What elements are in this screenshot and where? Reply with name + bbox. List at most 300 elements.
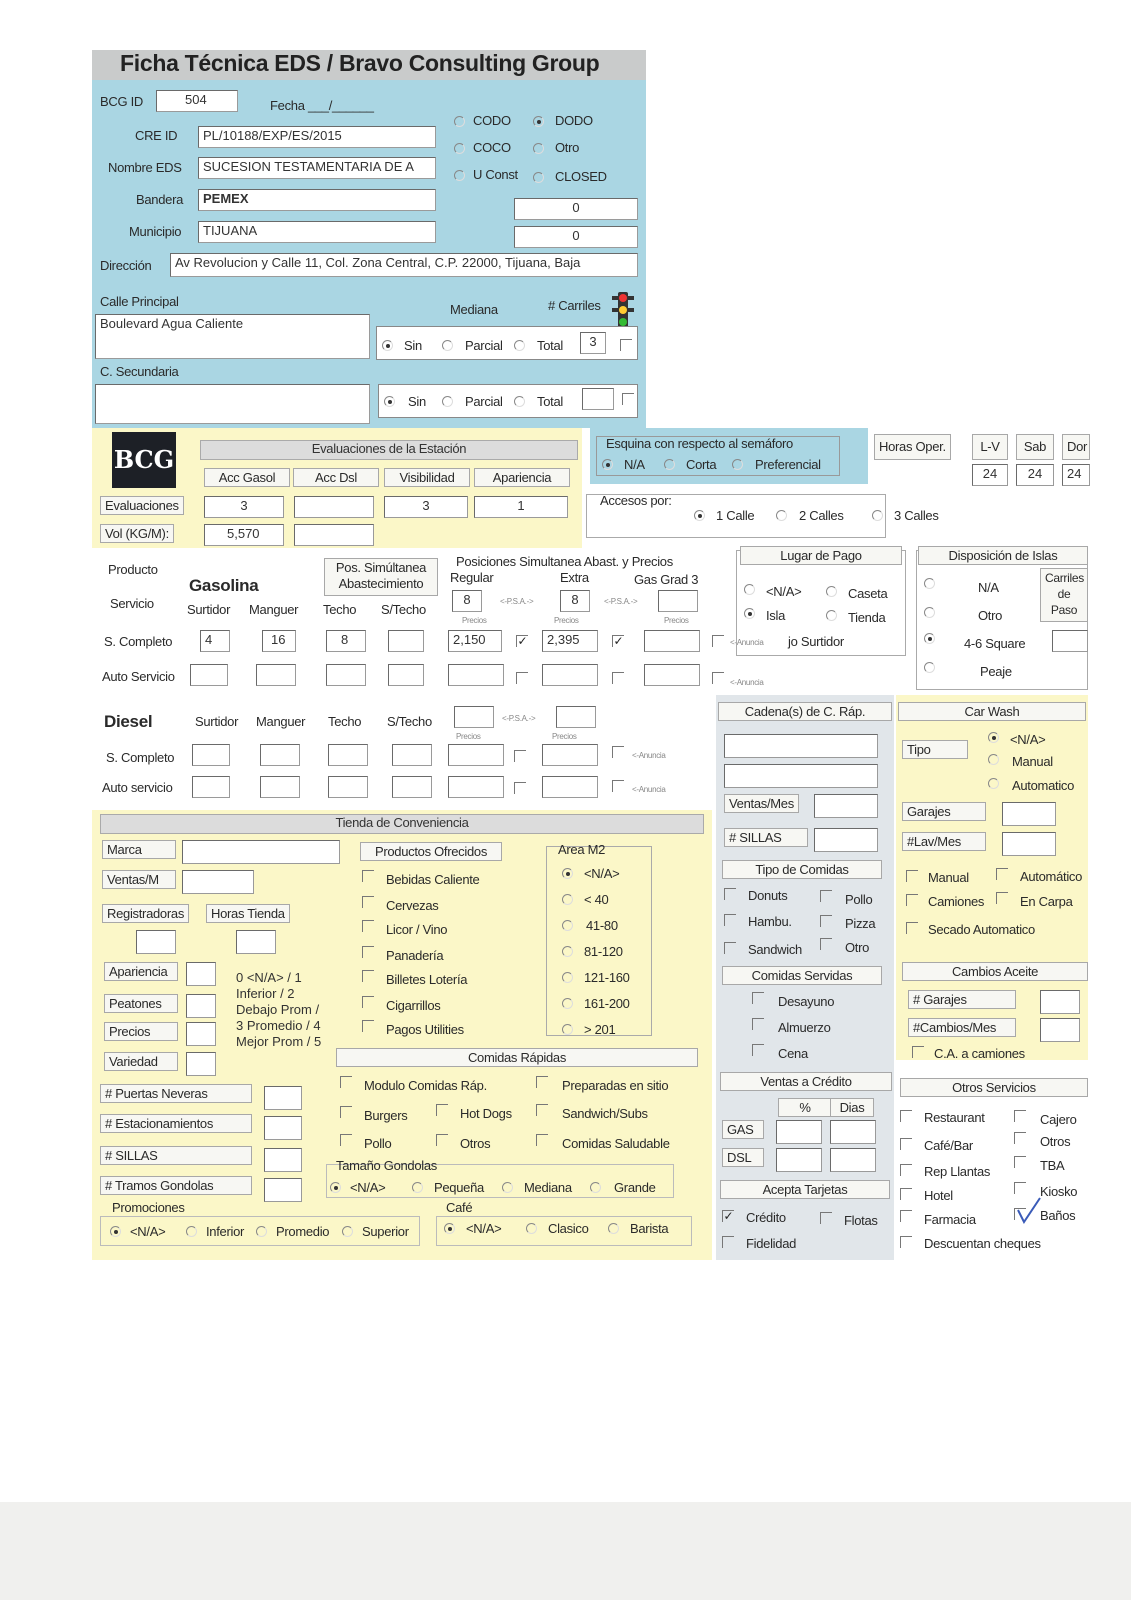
diesel-stecho-label: S/Techo <box>387 714 432 729</box>
gondolas-mediana-label: Mediana <box>524 1180 572 1195</box>
area-na-radio[interactable] <box>562 868 573 879</box>
otros-title: Otros Servicios <box>900 1078 1088 1097</box>
gondolas-na-radio[interactable] <box>330 1182 341 1193</box>
horas-tienda-label: Horas Tienda <box>206 904 290 923</box>
gondolas-mediana-radio[interactable] <box>502 1182 513 1193</box>
carwash-camiones-checkbox[interactable] <box>906 894 918 906</box>
promo-inferior-radio[interactable] <box>186 1226 197 1237</box>
cajero-checkbox[interactable] <box>1014 1110 1026 1122</box>
sin-label-2: Sin <box>408 394 426 409</box>
municipio-label: Municipio <box>129 224 182 239</box>
promo-inferior-label: Inferior <box>206 1224 245 1239</box>
cheques-checkbox[interactable] <box>900 1236 912 1248</box>
grad3-psa-field[interactable] <box>658 590 698 612</box>
parcial-radio-1[interactable] <box>442 340 453 351</box>
sc-regular-price[interactable]: 2,150 <box>448 630 502 652</box>
carwash-garajes-field[interactable] <box>1002 802 1056 826</box>
saludable-checkbox[interactable] <box>536 1134 548 1146</box>
total-radio-1[interactable] <box>514 340 525 351</box>
diesel-sc-label: S. Completo <box>106 750 175 765</box>
puertas-label: # Puertas Neveras <box>100 1084 252 1103</box>
cervezas-label: Cervezas <box>386 898 439 913</box>
diesel-sc-anuncia-2[interactable] <box>612 746 624 758</box>
diesel-as-techo[interactable] <box>328 776 368 798</box>
otros-rapidas-checkbox[interactable] <box>436 1134 448 1146</box>
carwash-automatico-label: Automático <box>1020 869 1083 884</box>
credito-gas-pct[interactable] <box>776 1120 822 1144</box>
cre-id-field[interactable]: PL/10188/EXP/ES/2015 <box>198 126 436 148</box>
aceite-ca-label: C.A. a camiones <box>934 1046 1025 1061</box>
pago-na-radio[interactable] <box>744 584 755 595</box>
cafe-title: Café <box>446 1200 473 1215</box>
area-160-radio[interactable] <box>562 972 573 983</box>
diesel-as-label: Auto servicio <box>102 780 173 795</box>
carriles-checkbox-2[interactable] <box>622 393 634 405</box>
cheques-label: Descuentan cheques <box>924 1236 1041 1251</box>
tba-checkbox[interactable] <box>1014 1156 1026 1168</box>
lv-label: L-V <box>972 434 1008 460</box>
tipo-comidas-title: Tipo de Comidas <box>722 860 882 879</box>
pago-title: Lugar de Pago <box>740 546 902 565</box>
producto-label: Producto <box>108 562 158 577</box>
diesel-as-anuncia-1[interactable] <box>514 782 526 794</box>
tramos-label: # Tramos Gondolas <box>100 1176 252 1195</box>
sc-surtidor-field[interactable]: 4 <box>200 630 230 652</box>
accesos-3-radio[interactable] <box>872 510 883 521</box>
cena-checkbox[interactable] <box>752 1044 764 1056</box>
cafe-na-label: <N/A> <box>466 1221 502 1236</box>
cervezas-checkbox[interactable] <box>362 896 374 908</box>
cafe-clasico-radio[interactable] <box>526 1223 537 1234</box>
carwash-na-radio[interactable] <box>988 732 999 743</box>
restaurant-checkbox[interactable] <box>900 1110 912 1122</box>
parcial-radio-2[interactable] <box>442 396 453 407</box>
variedad-field[interactable] <box>186 1052 216 1076</box>
diesel-sc-stecho[interactable] <box>392 744 432 766</box>
diesel-sc-anuncia-1[interactable] <box>514 750 526 762</box>
precios-label-2: Precios <box>554 616 579 625</box>
credito-gas-dias[interactable] <box>830 1120 876 1144</box>
regular-psa-field[interactable]: 8 <box>452 590 482 612</box>
extra-psa-field[interactable]: 8 <box>560 590 590 612</box>
saludable-label: Comidas Saludable <box>562 1136 670 1151</box>
as-extra-price[interactable] <box>542 664 598 686</box>
cadena-title: Cadena(s) de C. Ráp. <box>718 702 892 721</box>
anuncia-label-3: <-Anuncia <box>632 751 666 760</box>
tba-label: TBA <box>1040 1158 1065 1173</box>
marca-field[interactable] <box>182 840 340 864</box>
gondolas-grande-radio[interactable] <box>590 1182 601 1193</box>
as-techo-field[interactable] <box>326 664 366 686</box>
modulo-label: Modulo Comidas Ráp. <box>364 1078 487 1093</box>
sc-techo-field[interactable]: 8 <box>326 630 366 652</box>
sin-radio-1[interactable] <box>382 340 393 351</box>
bebidas-label: Bebidas Caliente <box>386 872 480 887</box>
peatones-label: Peatones <box>104 994 178 1013</box>
diesel-precios-2: Precios <box>552 732 577 741</box>
hambu-checkbox[interactable] <box>724 914 736 926</box>
rapidas-title: Comidas Rápidas <box>336 1048 698 1067</box>
pagos-checkbox[interactable] <box>362 1020 374 1032</box>
aceite-garajes-field[interactable] <box>1040 990 1080 1014</box>
almuerzo-label: Almuerzo <box>778 1020 831 1035</box>
rating-scale-legend: 0 <N/A> / 1 Inferior / 2 Debajo Prom / 3 Promedio / 4 Mejor Prom / 5 <box>236 970 322 1049</box>
kiosko-checkbox[interactable] <box>1014 1182 1026 1194</box>
farmacia-label: Farmacia <box>924 1212 976 1227</box>
coco-radio[interactable] <box>454 143 465 154</box>
coco-label: COCO <box>473 140 511 155</box>
scan-bottom-edge <box>0 1502 1131 1600</box>
diesel-psa-field-1[interactable] <box>454 706 494 728</box>
nombre-field[interactable]: SUCESION TESTAMENTARIA DE A <box>198 157 436 179</box>
calle-secundaria-field[interactable] <box>95 384 370 424</box>
billetes-checkbox[interactable] <box>362 970 374 982</box>
carwash-auto-radio[interactable] <box>988 778 999 789</box>
secado-checkbox[interactable] <box>906 922 918 934</box>
aceite-cambios-field[interactable] <box>1040 1018 1080 1042</box>
diesel-techo-label: Techo <box>328 714 362 729</box>
sandwich-subs-label: Sandwich/Subs <box>562 1106 648 1121</box>
promo-superior-radio[interactable] <box>342 1226 353 1237</box>
area-120-radio[interactable] <box>562 946 573 957</box>
desayuno-checkbox[interactable] <box>752 992 764 1004</box>
preparadas-checkbox[interactable] <box>536 1076 548 1088</box>
stecho-label: S/Techo <box>381 602 426 617</box>
uconst-radio[interactable] <box>454 170 465 181</box>
cafebar-label: Café/Bar <box>924 1138 973 1153</box>
acc-gasol-header: Acc Gasol <box>204 468 290 487</box>
diesel-precios-1: Precios <box>456 732 481 741</box>
bandera-field[interactable]: PEMEX <box>198 189 436 211</box>
vol-field[interactable]: 5,570 <box>204 524 284 546</box>
esquina-corta-label: Corta <box>686 457 717 472</box>
closed-radio[interactable] <box>533 172 544 183</box>
area-80-radio[interactable] <box>562 920 573 931</box>
aceite-title: Cambios Aceite <box>902 962 1088 981</box>
servicio-label: Servicio <box>110 596 154 611</box>
horas-tienda-field[interactable] <box>236 930 276 954</box>
zero-field-1[interactable]: 0 <box>514 198 638 220</box>
credito-pct-header: % <box>778 1098 832 1117</box>
burgers-checkbox[interactable] <box>340 1106 352 1118</box>
gondolas-pequena-radio[interactable] <box>412 1182 423 1193</box>
sin-label-1: Sin <box>404 338 422 353</box>
area-201-label: > 201 <box>584 1022 616 1037</box>
tienda-title: Tienda de Conveniencia <box>100 814 704 834</box>
apariencia-label: Apariencia <box>104 962 178 981</box>
as-stecho-field[interactable] <box>388 664 424 686</box>
promo-superior-label: Superior <box>362 1224 409 1239</box>
apariencia-field-t[interactable] <box>186 962 216 986</box>
hotdogs-checkbox[interactable] <box>436 1104 448 1116</box>
restaurant-label: Restaurant <box>924 1110 985 1125</box>
calle-principal-label: Calle Principal <box>100 294 179 309</box>
total-radio-2[interactable] <box>514 396 525 407</box>
islas-na-radio[interactable] <box>924 578 935 589</box>
dom-hours-field[interactable]: 24 <box>1062 464 1090 486</box>
farmacia-checkbox[interactable] <box>900 1210 912 1222</box>
surtidor-label: Surtidor <box>187 602 231 617</box>
sc-manguer-field[interactable]: 16 <box>262 630 296 652</box>
promo-promedio-label: Promedio <box>276 1224 330 1239</box>
llantas-label: Rep Llantas <box>924 1164 991 1179</box>
diesel-manguer-label: Manguer <box>256 714 306 729</box>
area-201-radio[interactable] <box>562 1024 573 1035</box>
direccion-label: Dirección <box>100 258 152 273</box>
traffic-light-icon <box>612 292 634 328</box>
sc-grad3-anuncia-checkbox[interactable] <box>712 635 724 647</box>
gondolas-grande-label: Grande <box>614 1180 656 1195</box>
credito-checkbox[interactable]: ✓ <box>723 1209 734 1223</box>
islas-peaje-radio[interactable] <box>924 662 935 673</box>
carwash-manual-checkbox[interactable] <box>906 870 918 882</box>
as-regular-price[interactable] <box>448 664 504 686</box>
carriles-field[interactable]: 3 <box>580 332 606 354</box>
aceite-ca-checkbox[interactable] <box>912 1046 924 1058</box>
pollo-rapidas-label: Pollo <box>364 1136 392 1151</box>
islas-square-label: 4-6 Square <box>964 636 1026 651</box>
estac-label: # Estacionamientos <box>100 1114 252 1133</box>
as-grad3-price[interactable] <box>644 664 700 686</box>
cadena-sillas-label: # SILLAS <box>724 828 808 847</box>
accesos-1-radio[interactable] <box>694 510 705 521</box>
cadena-field-2[interactable] <box>724 764 878 788</box>
almuerzo-checkbox[interactable] <box>752 1018 764 1030</box>
hotel-checkbox[interactable] <box>900 1188 912 1200</box>
apariencia-header: Apariencia <box>474 468 570 487</box>
flotas-checkbox[interactable] <box>820 1212 832 1224</box>
as-surtidor-field[interactable] <box>190 664 228 686</box>
diesel-sc-manguer[interactable] <box>260 744 300 766</box>
hotel-label: Hotel <box>924 1188 953 1203</box>
lv-hours-field[interactable]: 24 <box>972 464 1008 486</box>
aceite-garajes-label: # Garajes <box>908 990 1016 1009</box>
cafebar-checkbox[interactable] <box>900 1138 912 1150</box>
diesel-as-price-1[interactable] <box>448 776 504 798</box>
accesos-label: Accesos por: <box>600 493 672 508</box>
pago-frame <box>736 550 906 656</box>
banos-label: Baños <box>1040 1208 1076 1223</box>
calle-secundaria-label: C. Secundaria <box>100 364 179 379</box>
diesel-sc-surtidor[interactable] <box>192 744 230 766</box>
evaluaciones-label: Evaluaciones <box>100 496 184 515</box>
total-label-2: Total <box>537 394 563 409</box>
diesel-sc-techo[interactable] <box>328 744 368 766</box>
dodo-radio[interactable] <box>533 116 544 127</box>
esquina-corta-radio[interactable] <box>664 459 675 470</box>
apariencia-field[interactable]: 1 <box>474 496 568 518</box>
pos-sim-header: Pos. Simúltanea Abastecimiento <box>324 558 438 596</box>
marca-label: Marca <box>102 840 176 859</box>
carriles-checkbox[interactable] <box>620 339 632 351</box>
total-label-1: Total <box>537 338 563 353</box>
diesel-as-manguer[interactable] <box>260 776 300 798</box>
municipio-field[interactable]: TIJUANA <box>198 221 436 243</box>
estac-field[interactable] <box>264 1116 302 1140</box>
bebidas-checkbox[interactable] <box>362 870 374 882</box>
diesel-sc-price-2[interactable] <box>542 744 598 766</box>
islas-square-radio[interactable] <box>924 633 935 644</box>
promo-promedio-radio[interactable] <box>256 1226 267 1237</box>
otros-checkbox[interactable] <box>1014 1132 1026 1144</box>
panaderia-label: Panadería <box>386 948 444 963</box>
bcg-id-field[interactable]: 504 <box>156 90 238 112</box>
carwash-garajes-label: Garajes <box>902 802 986 821</box>
sandwich-subs-checkbox[interactable] <box>536 1104 548 1116</box>
as-extra-anuncia-checkbox[interactable] <box>612 672 624 684</box>
sc-stecho-field[interactable] <box>388 630 424 652</box>
cigarrillos-checkbox[interactable] <box>362 996 374 1008</box>
cafe-na-radio[interactable] <box>444 1223 455 1234</box>
bcg-logo: BCG <box>112 432 176 488</box>
ventas-m-label: Ventas/M <box>102 870 176 889</box>
bandera-label: Bandera <box>136 192 184 207</box>
diesel-as-anuncia-2[interactable] <box>612 780 624 792</box>
islas-carriles-label: Carriles de Paso <box>1040 568 1088 622</box>
sc-extra-price[interactable]: 2,395 <box>542 630 598 652</box>
bcg-id-label: BCG ID <box>100 94 143 109</box>
diesel-psa-field-2[interactable] <box>556 706 596 728</box>
pizza-checkbox[interactable] <box>820 915 832 927</box>
as-manguer-field[interactable] <box>256 664 296 686</box>
diesel-label: Diesel <box>104 712 153 731</box>
carwash-manual-label: Manual <box>1012 754 1053 769</box>
pollo-rapidas-checkbox[interactable] <box>340 1134 352 1146</box>
acc-gasol-field[interactable]: 3 <box>204 496 284 518</box>
carwash-camiones-label: Camiones <box>928 894 985 909</box>
donuts-checkbox[interactable] <box>724 888 736 900</box>
promo-na-radio[interactable] <box>110 1226 121 1237</box>
pago-tienda-radio[interactable] <box>826 610 837 621</box>
precios-field[interactable] <box>186 1022 216 1046</box>
credito-dsl-pct[interactable] <box>776 1148 822 1172</box>
sc-extra-anuncia-checkbox[interactable]: ✓ <box>613 634 624 648</box>
otro-label: Otro <box>555 140 580 155</box>
carriles-field-2[interactable] <box>582 388 614 410</box>
billetes-label: Billetes Lotería <box>386 972 468 987</box>
licor-label: Licor / Vino <box>386 922 448 937</box>
credito-label: Crédito <box>746 1210 786 1225</box>
gondolas-title: Tamaño Gondolas <box>336 1158 438 1173</box>
diesel-as-price-2[interactable] <box>542 776 598 798</box>
as-grad3-anuncia-checkbox[interactable] <box>712 672 724 684</box>
accesos-3-label: 3 Calles <box>894 508 939 523</box>
accesos-2-radio[interactable] <box>776 510 787 521</box>
extra-label: Extra <box>560 570 589 585</box>
cadena-sillas-field[interactable] <box>814 828 878 852</box>
vol-label: Vol (KG/M): <box>100 524 174 543</box>
dodo-label: DODO <box>555 113 593 128</box>
diesel-as-stecho[interactable] <box>392 776 432 798</box>
sandwich-cadena-label: Sandwich <box>748 942 802 957</box>
islas-peaje-label: Peaje <box>980 664 1012 679</box>
pos-abast-label: Posiciones Simultanea Abast. y Precios <box>456 554 673 569</box>
area-200-radio[interactable] <box>562 998 573 1009</box>
cadena-ventas-field[interactable] <box>814 794 878 818</box>
sandwich-cadena-checkbox[interactable] <box>724 942 736 954</box>
area-40-radio[interactable] <box>562 894 573 905</box>
sc-grad3-price[interactable] <box>644 630 700 652</box>
dom-label: Dor <box>1062 434 1090 460</box>
otro-cadena-label: Otro <box>845 940 870 955</box>
modulo-checkbox[interactable] <box>340 1076 352 1088</box>
vol-field-2[interactable] <box>294 524 374 546</box>
fidelidad-checkbox[interactable] <box>722 1236 734 1248</box>
pago-caseta-label: Caseta <box>848 586 888 601</box>
psa-label-2: <-P.S.A.-> <box>604 597 638 606</box>
nombre-label: Nombre EDS <box>108 160 182 175</box>
esquina-pref-radio[interactable] <box>732 459 743 470</box>
uconst-label: U Const <box>473 167 518 182</box>
otros-rapidas-label: Otros <box>460 1136 491 1151</box>
codo-radio[interactable] <box>454 116 465 127</box>
sillas-field[interactable] <box>264 1148 302 1172</box>
ventas-m-field[interactable] <box>182 870 254 894</box>
pollo-cadena-label: Pollo <box>845 892 873 907</box>
carwash-automatico-checkbox[interactable] <box>996 868 1008 880</box>
pago-isla-radio[interactable] <box>744 608 755 619</box>
pago-caseta-radio[interactable] <box>826 586 837 597</box>
mediana-label: Mediana <box>450 302 498 317</box>
carwash-carpa-checkbox[interactable] <box>996 892 1008 904</box>
acc-dsl-field[interactable] <box>294 496 374 518</box>
cadena-field-1[interactable] <box>724 734 878 758</box>
diesel-as-surtidor[interactable] <box>192 776 230 798</box>
credito-dsl-dias[interactable] <box>830 1148 876 1172</box>
fecha-label: Fecha ___/______ <box>270 98 374 113</box>
direccion-field[interactable]: Av Revolucion y Calle 11, Col. Zona Central, C.P. 22000, Tijuana, Baja <box>170 253 638 277</box>
pollo-cadena-checkbox[interactable] <box>820 890 832 902</box>
visibilidad-field[interactable]: 3 <box>384 496 468 518</box>
sab-hours-field[interactable]: 24 <box>1016 464 1054 486</box>
aceite-cambios-label: #Cambios/Mes <box>908 1018 1016 1037</box>
carwash-lav-field[interactable] <box>1002 832 1056 856</box>
as-regular-anuncia-checkbox[interactable] <box>516 672 528 684</box>
esquina-na-radio[interactable] <box>602 459 613 470</box>
llantas-checkbox[interactable] <box>900 1164 912 1176</box>
burgers-label: Burgers <box>364 1108 408 1123</box>
peatones-field[interactable] <box>186 994 216 1018</box>
panaderia-checkbox[interactable] <box>362 946 374 958</box>
psa-label-1: <-P.S.A.-> <box>500 597 534 606</box>
sin-radio-2[interactable] <box>384 396 395 407</box>
cafe-barista-radio[interactable] <box>608 1223 619 1234</box>
pago-isla-label: Isla <box>766 608 786 623</box>
zero-field-2[interactable]: 0 <box>514 226 638 248</box>
accesos-1-label: 1 Calle <box>716 508 755 523</box>
otro-radio[interactable] <box>533 143 544 154</box>
registradoras-field[interactable] <box>136 930 176 954</box>
diesel-sc-price-1[interactable] <box>448 744 504 766</box>
pizza-label: Pizza <box>845 916 876 931</box>
gasolina-label: Gasolina <box>189 576 259 595</box>
sc-regular-anuncia-checkbox[interactable]: ✓ <box>517 634 528 648</box>
islas-otro-radio[interactable] <box>924 607 935 618</box>
precios-label: Precios <box>104 1022 178 1041</box>
cafe-clasico-label: Clasico <box>548 1221 589 1236</box>
tramos-field[interactable] <box>264 1178 302 1202</box>
licor-checkbox[interactable] <box>362 920 374 932</box>
otro-cadena-checkbox[interactable] <box>820 938 832 950</box>
carwash-manual-radio[interactable] <box>988 754 999 765</box>
anuncia-label-2: <-Anuncia <box>730 678 764 687</box>
area-title: Area M2 <box>558 842 606 857</box>
hambu-label: Hambu. <box>748 914 792 929</box>
puertas-field[interactable] <box>264 1086 302 1110</box>
islas-na-label: N/A <box>978 580 999 595</box>
calle-principal-field[interactable]: Boulevard Agua Caliente <box>95 314 370 359</box>
islas-carriles-field[interactable] <box>1052 630 1088 652</box>
